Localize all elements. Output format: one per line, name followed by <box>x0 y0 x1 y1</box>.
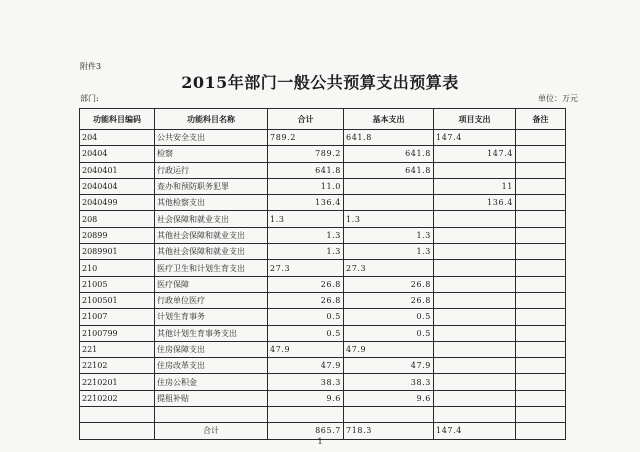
row-code: 20899 <box>80 227 155 243</box>
row-code: 20404 <box>80 146 155 162</box>
row-project <box>434 211 516 227</box>
row-remarks <box>516 341 566 357</box>
row-code: 2040499 <box>80 195 155 211</box>
row-remarks <box>516 195 566 211</box>
row-remarks <box>516 244 566 260</box>
row-name: 计划生育事务 <box>155 309 268 325</box>
column-header-project: 项目支出 <box>434 109 516 130</box>
table-row <box>80 260 566 276</box>
row-total: 47.9 <box>268 358 344 374</box>
row-basic: 0.5 <box>344 309 434 325</box>
column-header-name: 功能科目名称 <box>155 109 268 130</box>
row-name: 其他检察支出 <box>155 195 268 211</box>
row-project <box>434 407 516 423</box>
row-project: 147.4 <box>434 130 516 146</box>
table-row <box>80 130 566 146</box>
row-project <box>434 374 516 390</box>
row-remarks <box>516 407 566 423</box>
row-name: 检察 <box>155 146 268 162</box>
row-basic: 38.3 <box>344 374 434 390</box>
row-name: 社会保障和就业支出 <box>155 211 268 227</box>
row-total: 0.5 <box>268 309 344 325</box>
row-project <box>434 358 516 374</box>
row-code: 2100501 <box>80 292 155 308</box>
table-row <box>80 146 566 162</box>
row-name: 医疗卫生和计划生育支出 <box>155 260 268 276</box>
row-basic <box>344 178 434 194</box>
row-code: 2210201 <box>80 374 155 390</box>
row-name: 行政单位医疗 <box>155 292 268 308</box>
attachment-label: 附件3 <box>80 62 102 71</box>
row-name: 住房公积金 <box>155 374 268 390</box>
table-row <box>80 162 566 178</box>
row-total: 38.3 <box>268 374 344 390</box>
row-basic: 1.3 <box>344 244 434 260</box>
table-row <box>80 341 566 357</box>
row-total: 26.8 <box>268 292 344 308</box>
row-total: 789.2 <box>268 146 344 162</box>
row-code: 221 <box>80 341 155 357</box>
row-total: 47.9 <box>268 341 344 357</box>
row-name: 行政运行 <box>155 162 268 178</box>
row-remarks <box>516 146 566 162</box>
total-label: 合计 <box>155 423 268 439</box>
row-basic: 1.3 <box>344 227 434 243</box>
row-remarks <box>516 227 566 243</box>
row-name: 提租补贴 <box>155 390 268 406</box>
table-row <box>80 325 566 341</box>
row-basic: 641.8 <box>344 162 434 178</box>
row-name <box>155 407 268 423</box>
row-remarks <box>516 260 566 276</box>
row-total: 1.3 <box>268 211 344 227</box>
row-code: 21005 <box>80 276 155 292</box>
row-project: 136.4 <box>434 195 516 211</box>
total-project: 147.4 <box>434 423 516 439</box>
row-remarks <box>516 390 566 406</box>
row-basic: 26.8 <box>344 276 434 292</box>
row-basic <box>344 195 434 211</box>
row-project <box>434 341 516 357</box>
row-name: 其他社会保障和就业支出 <box>155 227 268 243</box>
row-code: 210 <box>80 260 155 276</box>
row-code: 2040401 <box>80 162 155 178</box>
row-remarks <box>516 292 566 308</box>
row-project <box>434 162 516 178</box>
row-code: 2100799 <box>80 325 155 341</box>
row-code: 22102 <box>80 358 155 374</box>
table-row <box>80 358 566 374</box>
table-row <box>80 374 566 390</box>
row-total: 641.8 <box>268 162 344 178</box>
row-name: 公共安全支出 <box>155 130 268 146</box>
row-project <box>434 227 516 243</box>
row-project <box>434 390 516 406</box>
row-basic: 0.5 <box>344 325 434 341</box>
row-code: 2210202 <box>80 390 155 406</box>
unit-label: 单位：万元 <box>538 94 578 103</box>
table-row <box>80 390 566 406</box>
column-header-basic: 基本支出 <box>344 109 434 130</box>
row-remarks <box>516 276 566 292</box>
row-basic: 47.9 <box>344 341 434 357</box>
table-row <box>80 244 566 260</box>
row-code: 21007 <box>80 309 155 325</box>
row-remarks <box>516 374 566 390</box>
budget-table <box>79 108 566 440</box>
row-total: 27.3 <box>268 260 344 276</box>
row-total: 136.4 <box>268 195 344 211</box>
row-basic <box>344 407 434 423</box>
row-total: 26.8 <box>268 276 344 292</box>
row-remarks <box>516 130 566 146</box>
page-title: 2015年部门一般公共预算支出预算表 <box>181 73 459 92</box>
row-project <box>434 309 516 325</box>
row-name: 住房保障支出 <box>155 341 268 357</box>
total-basic: 718.3 <box>344 423 434 439</box>
row-project <box>434 292 516 308</box>
row-remarks <box>516 211 566 227</box>
row-project <box>434 244 516 260</box>
row-total: 11.0 <box>268 178 344 194</box>
row-name: 其他计划生育事务支出 <box>155 325 268 341</box>
row-name: 住房改革支出 <box>155 358 268 374</box>
row-basic: 9.6 <box>344 390 434 406</box>
row-code: 2089901 <box>80 244 155 260</box>
row-project <box>434 260 516 276</box>
page-number: 1 <box>317 437 323 446</box>
row-remarks <box>516 178 566 194</box>
table-body <box>80 130 566 423</box>
row-code: 208 <box>80 211 155 227</box>
row-name: 医疗保障 <box>155 276 268 292</box>
table-header-row <box>80 109 566 130</box>
row-basic: 47.9 <box>344 358 434 374</box>
column-header-code: 功能科目编码 <box>80 109 155 130</box>
column-header-total: 合计 <box>268 109 344 130</box>
row-remarks <box>516 162 566 178</box>
row-remarks <box>516 325 566 341</box>
table-row <box>80 407 566 423</box>
table-row <box>80 292 566 308</box>
row-basic: 641.8 <box>344 146 434 162</box>
row-total: 9.6 <box>268 390 344 406</box>
row-total: 789.2 <box>268 130 344 146</box>
row-project: 147.4 <box>434 146 516 162</box>
row-basic: 27.3 <box>344 260 434 276</box>
department-label: 部门: <box>80 94 99 103</box>
table-row <box>80 195 566 211</box>
total-sum: 865.7 <box>268 423 344 439</box>
row-basic: 26.8 <box>344 292 434 308</box>
row-project <box>434 276 516 292</box>
row-code: 204 <box>80 130 155 146</box>
table-row <box>80 309 566 325</box>
row-project: 11 <box>434 178 516 194</box>
row-total: 0.5 <box>268 325 344 341</box>
row-code <box>80 407 155 423</box>
row-remarks <box>516 358 566 374</box>
row-total: 1.3 <box>268 244 344 260</box>
row-basic: 1.3 <box>344 211 434 227</box>
row-basic: 641.8 <box>344 130 434 146</box>
row-total: 1.3 <box>268 227 344 243</box>
row-project <box>434 325 516 341</box>
table-row <box>80 227 566 243</box>
table-row <box>80 211 566 227</box>
row-remarks <box>516 309 566 325</box>
row-total <box>268 407 344 423</box>
row-code: 2040404 <box>80 178 155 194</box>
table-row <box>80 276 566 292</box>
row-name: 其他社会保障和就业支出 <box>155 244 268 260</box>
table-row <box>80 178 566 194</box>
column-header-remarks: 备注 <box>516 109 566 130</box>
row-name: 查办和预防职务犯罪 <box>155 178 268 194</box>
